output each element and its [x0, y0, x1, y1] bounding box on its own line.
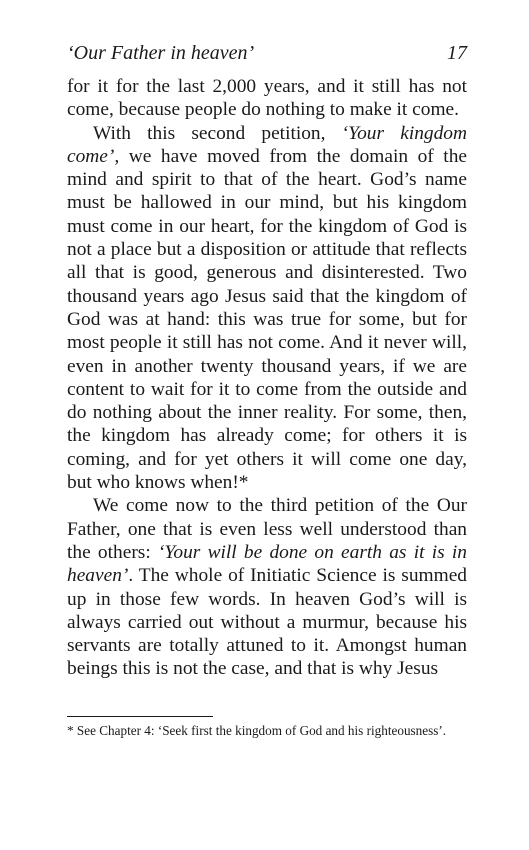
running-head — [67, 40, 467, 66]
paragraph-3-body: . The whole of Initiatic Science is summed up in those few words. In heaven God’s will is always carried out without a murmur, because his servants are totally attuned to it. Amongst human beings this is not the case, and that is why Jesus — [67, 565, 467, 680]
will-petition-quote: ‘Your will be done on earth as it is in heaven’ — [67, 541, 467, 587]
footnote-rule — [67, 716, 213, 717]
footnote — [67, 721, 467, 740]
paragraph-3 — [67, 494, 467, 680]
book-page — [67, 40, 467, 681]
kingdom-petition-quote: ‘Your kingdom come’, — [67, 122, 467, 167]
paragraph-2 — [67, 122, 467, 495]
paragraph-2-lead: With this second petition, — [93, 122, 342, 144]
footnote-text: * See Chapter 4: ‘Seek first the kingdom of God and his righteousness’. — [67, 723, 447, 738]
body-text — [67, 75, 467, 681]
paragraph-3-lead: We come now to the third petition of the Our Father, one that is even less well understood than the others: — [67, 495, 467, 563]
paragraph-1-text: for it for the last 2,000 years, and it still has not come, because people do nothing to make it come. — [67, 76, 467, 121]
page-number: 17 — [447, 42, 467, 64]
paragraph-1 — [67, 75, 467, 122]
paragraph-2-body: we have moved from the domain of the mind and spirit to that of the heart. God’s name must be hallowed in our mind, but his kingdom must come in our heart, for the kingdom of God is not a place but a disposition or attitude that reflects all that is good, generous and disinterested. Two thousand years ago Jesus said that the kingdom of God was at hand: this was true for some, but for most people it still has not come. And it never will, even in another twenty thousand years, if we are content to wait for it to come from the outside and do nothing about the inner reality. For some, then, the kingdom has already come; for others it is coming, and for yet others it will come one day, but who knows when!* — [67, 145, 467, 494]
chapter-title: ‘Our Father in heaven’ — [67, 42, 255, 64]
